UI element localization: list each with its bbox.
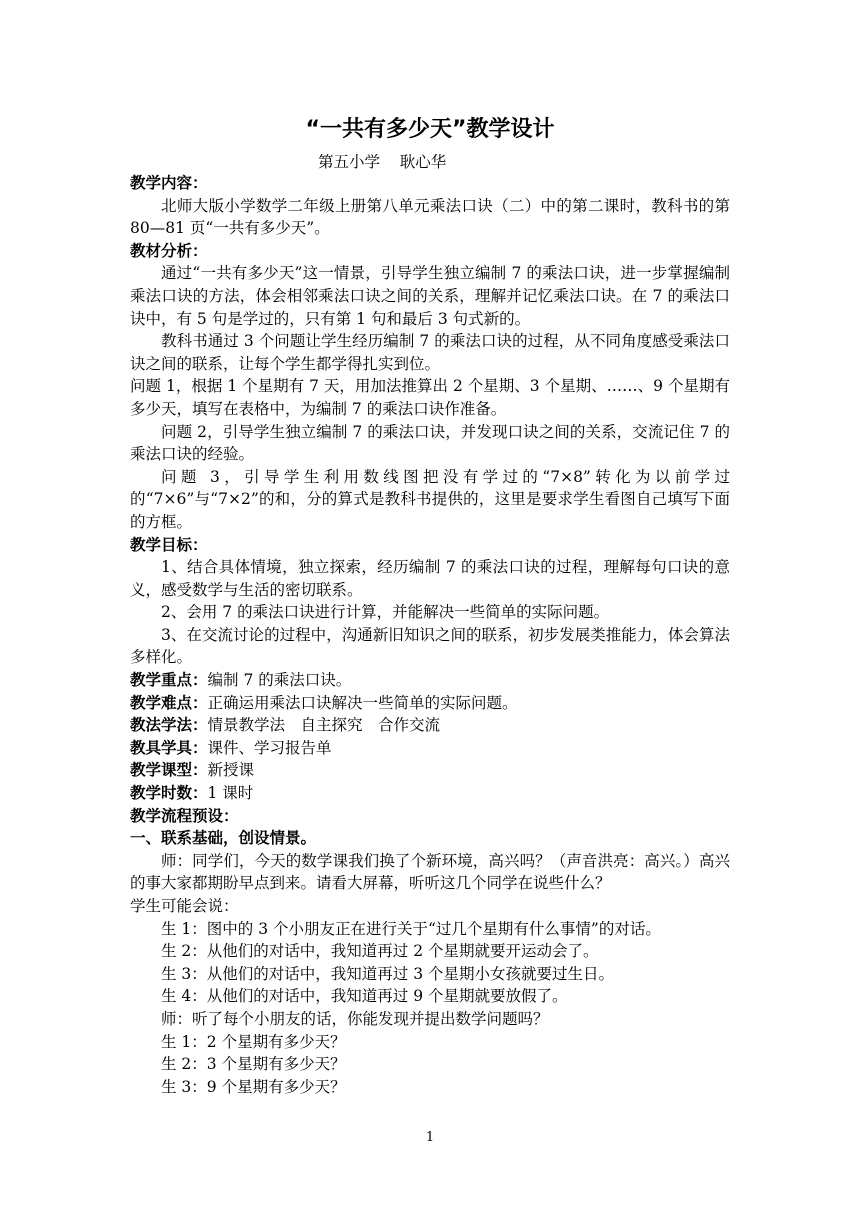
document-title: “一共有多少天”教学设计 (305, 117, 555, 142)
lesson-hours-line (130, 782, 730, 805)
dialogue-line: 生 2：从他们的对话中，我知道再过 2 个星期就要开运动会了。 (161, 942, 599, 961)
dialogue-line: 生 2：3 个星期有多少天？ (161, 1055, 346, 1074)
difficulty-value: 正确运用乘法口诀解决一些简单的实际问题。 (207, 693, 518, 712)
dialogue-line: 生 1：图中的 3 个小朋友正在进行关于“过几个星期有什么事情”的对话。 (161, 919, 661, 938)
key-point-line (130, 669, 730, 692)
method-value: 情景教学法 自主探究 合作交流 (207, 716, 441, 735)
lesson-type-value: 新授课 (207, 761, 255, 780)
section-heading-flow: 教学流程预设： (130, 806, 239, 825)
lesson-type-line (130, 759, 730, 782)
dialogue-line: 生 1：2 个星期有多少天？ (161, 1032, 346, 1051)
paragraph: 学生可能会说： (130, 897, 239, 915)
tools-value: 课件、学习报告单 (207, 738, 332, 757)
paragraph: 问题 3，引导学生利用数线图把没有学过的“7×8”转化为以前学过的“7×6”与“7×2”的和，分的算式是教科书提供的，这里是要求学生看图自己填写下面的方框。 (130, 467, 730, 531)
key-point-value: 编制 7 的乘法口诀。 (207, 671, 352, 690)
dialogue-line: 生 3：9 个星期有多少天？ (161, 1077, 346, 1096)
dialogue-line: 生 3：从他们的对话中，我知道再过 3 个星期小女孩就要过生日。 (161, 964, 615, 983)
lesson-hours-value: 1 课时 (207, 784, 254, 803)
paragraph: 3、在交流讨论的过程中，沟通新旧知识之间的联系，初步发展类推能力，体会算法多样化。 (130, 625, 730, 667)
document-body (130, 172, 730, 1098)
paragraph: 问题 1，根据 1 个星期有 7 天，用加法推算出 2 个星期、3 个星期、……、9 个星期有多少天，填写在表格中，为编制 7 的乘法口诀作准备。 (130, 377, 730, 418)
tools-label: 教具学具： (130, 738, 208, 757)
lesson-type-label: 教学课型： (130, 761, 208, 780)
dialogue-line: 生 4：从他们的对话中，我知道再过 9 个星期就要放假了。 (161, 987, 568, 1006)
section-heading-goals: 教学目标： (130, 535, 208, 554)
step-heading: 一、联系基础，创设情景。 (130, 829, 317, 848)
difficulty-label: 教学难点： (130, 693, 208, 712)
page-number: 1 (425, 1130, 435, 1145)
paragraph: 1、结合具体情境，独立探索，经历编制 7 的乘法口诀的过程，理解每句口诀的意义，感受数学与生活的密切联系。 (130, 558, 730, 599)
tools-line (130, 737, 730, 760)
paragraph: 2、会用 7 的乘法口诀进行计算，并能解决一些简单的实际问题。 (161, 603, 610, 622)
section-heading-analysis: 教材分析： (130, 241, 208, 260)
method-line (130, 714, 730, 737)
paragraph: 师：同学们，今天的数学课我们换了个新环境，高兴吗？（声音洪亮：高兴。）高兴的事大家都期盼早点到来。请看大屏幕，听听这几个同学在说些什么？ (130, 851, 730, 893)
paragraph: 教科书通过 3 个问题让学生经历编制 7 的乘法口诀的过程，从不同角度感受乘法口诀之间的联系，让每个学生都学得扎实到位。 (130, 332, 730, 373)
paragraph: 通过“一共有多少天”这一情景，引导学生独立编制 7 的乘法口诀，进一步掌握编制乘法口诀的方法，体会相邻乘法口诀之间的关系，理解并记忆乘法口诀。在 7 的乘法口诀中，有 5 句是学过的，只有第 1 句和最后 3 句式新的。 (130, 264, 730, 328)
section-heading-content: 教学内容： (130, 174, 208, 192)
paragraph: 问题 2，引导学生独立编制 7 的乘法口诀，并发现口诀之间的关系，交流记住 7 的乘法口诀的经验。 (130, 422, 730, 464)
lesson-hours-label: 教学时数： (130, 784, 208, 803)
method-label: 教法学法： (130, 716, 208, 735)
difficulty-line (130, 692, 730, 715)
key-point-label: 教学重点： (130, 671, 208, 690)
dialogue-line: 师：听了每个小朋友的话，你能发现并提出数学问题吗？ (161, 1009, 549, 1028)
author-line: 第五小学 耿心华 (318, 153, 447, 171)
paragraph: 北师大版小学数学二年级上册第八单元乘法口诀（二）中的第二课时，教科书的第 80—81 页“一共有多少天”。 (130, 196, 730, 238)
